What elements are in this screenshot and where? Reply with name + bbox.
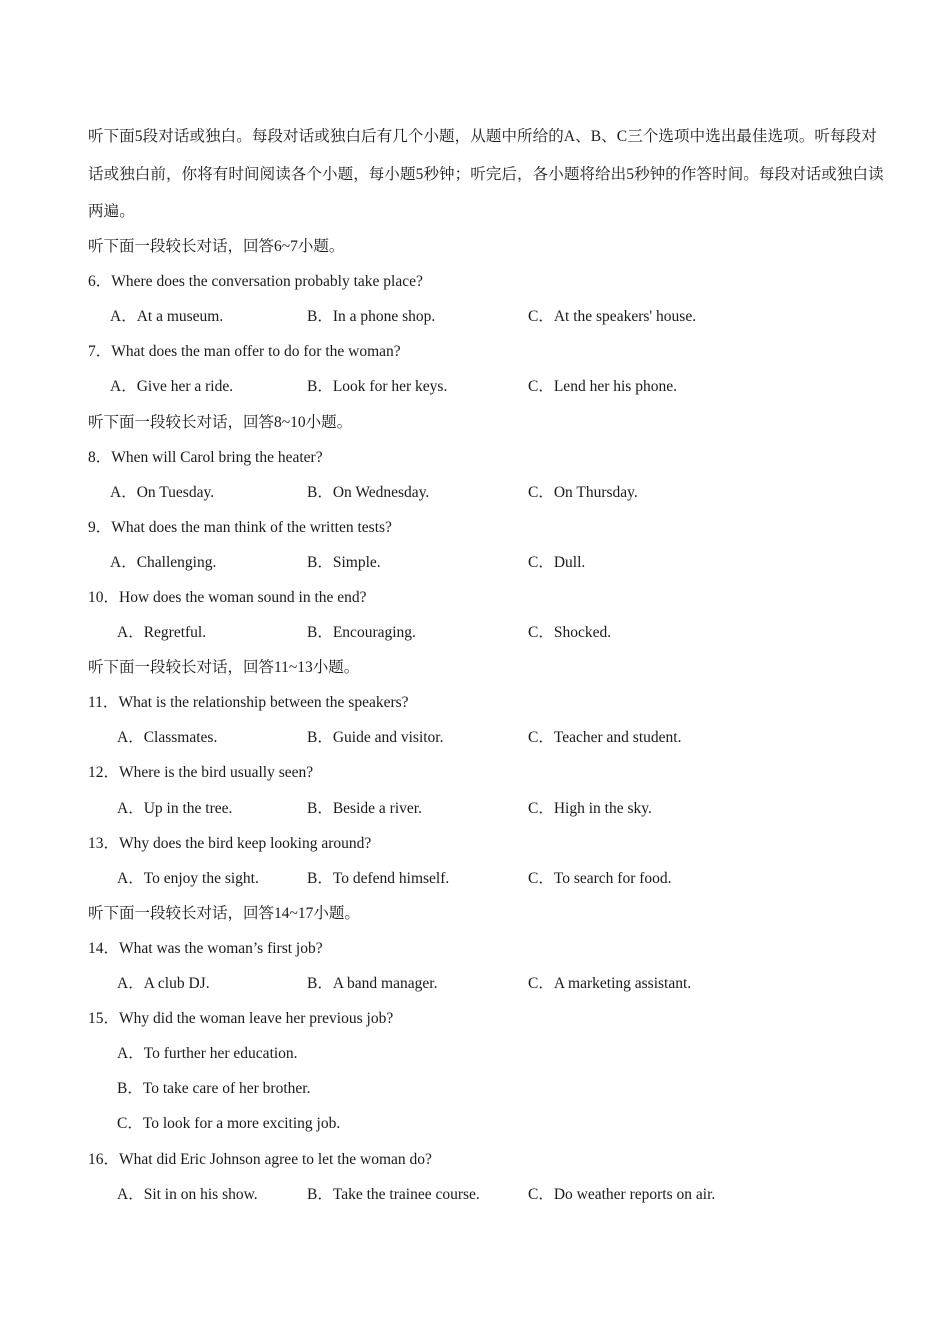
option-a: A．Up in the tree. [117,800,233,817]
option-b: B．Simple. [307,554,381,571]
question [88,1009,393,1029]
question-number: 11． [88,694,119,711]
option-b: B．In a phone shop. [307,308,436,325]
option-a: A．At a museum. [110,308,224,325]
option-c: C．A marketing assistant. [528,975,692,992]
question-number: 13． [88,835,120,852]
question-number: 12． [88,764,120,781]
question-number: 16． [88,1151,120,1168]
question [88,939,323,959]
section-heading: 听下面一段较长对话，回答6~7小题。 [88,238,345,255]
section-heading: 听下面一段较长对话，回答14~17小题。 [88,905,360,922]
option-b: B．Guide and visitor. [307,729,444,746]
question-number: 7． [88,343,112,360]
option-b: B．Beside a river. [307,800,422,817]
option-b: B．Take the trainee course. [307,1186,480,1203]
question-text: What did Eric Johnson agree to let the woman do? [119,1151,432,1168]
question [88,342,401,362]
question-text: What does the man offer to do for the woman? [111,343,401,360]
question-number: 9． [88,519,112,536]
question [88,272,423,292]
option-b: B．To take care of her brother. [117,1080,311,1097]
question-text: Where does the conversation probably take place? [111,273,423,290]
question-text: Why does the bird keep looking around? [119,835,372,852]
option-a: A．Regretful. [117,624,207,641]
option-c: C．On Thursday. [528,484,638,501]
option-b: B．Encouraging. [307,624,416,641]
question [88,518,392,538]
option-a: A．Classmates. [117,729,218,746]
option-a: A．A club DJ. [117,975,210,992]
question [88,588,367,608]
option-c: C．Dull. [528,554,586,571]
question-number: 15． [88,1010,120,1027]
option-c: C．Lend her his phone. [528,378,677,395]
question [88,448,323,468]
option-b: B．On Wednesday. [307,484,430,501]
option-c: C．At the speakers' house. [528,308,697,325]
question-text: Why did the woman leave her previous job? [119,1010,394,1027]
question-text: What is the relationship between the speakers? [118,694,409,711]
question [88,763,313,783]
question [88,834,371,854]
question-text: How does the woman sound in the end? [119,589,367,606]
option-b: B．To defend himself. [307,870,450,887]
option-a: A．On Tuesday. [110,484,215,501]
question [88,693,409,713]
option-a: A．Sit in on his show. [117,1186,258,1203]
question-number: 10． [88,589,120,606]
question-text: Where is the bird usually seen? [119,764,314,781]
question-number: 6． [88,273,112,290]
option-a: A．Challenging. [110,554,217,571]
option-c: C．Do weather reports on air. [528,1186,716,1203]
option-c: C．To search for food. [528,870,672,887]
section-heading: 听下面一段较长对话，回答11~13小题。 [88,659,360,676]
option-c: C．Teacher and student. [528,729,682,746]
question-number: 8． [88,449,112,466]
question-text: What was the woman’s first job? [119,940,323,957]
option-c: C．Shocked. [528,624,612,641]
option-c: C．High in the sky. [528,800,652,817]
question-number: 14． [88,940,120,957]
instructions: 听下面5段对话或独白。每段对话或独白后有几个小题，从题中所给的A、B、C三个选项中选出最佳选项。听每段对话或独白前，你将有时间阅读各个小题，每小题5秒钟；听完后，各小题将给出5秒钟的作答时间。每段对话或独白读两遍。 [88,128,884,220]
question-text: What does the man think of the written tests? [111,519,392,536]
option-a: A．Give her a ride. [110,378,234,395]
option-c: C．To look for a more exciting job. [117,1115,341,1132]
option-a: A．To further her education. [117,1045,298,1062]
question-text: When will Carol bring the heater? [111,449,323,466]
option-b: B．A band manager. [307,975,438,992]
question [88,1150,432,1170]
option-b: B．Look for her keys. [307,378,448,395]
option-a: A．To enjoy the sight. [117,870,259,887]
section-heading: 听下面一段较长对话，回答8~10小题。 [88,414,353,431]
